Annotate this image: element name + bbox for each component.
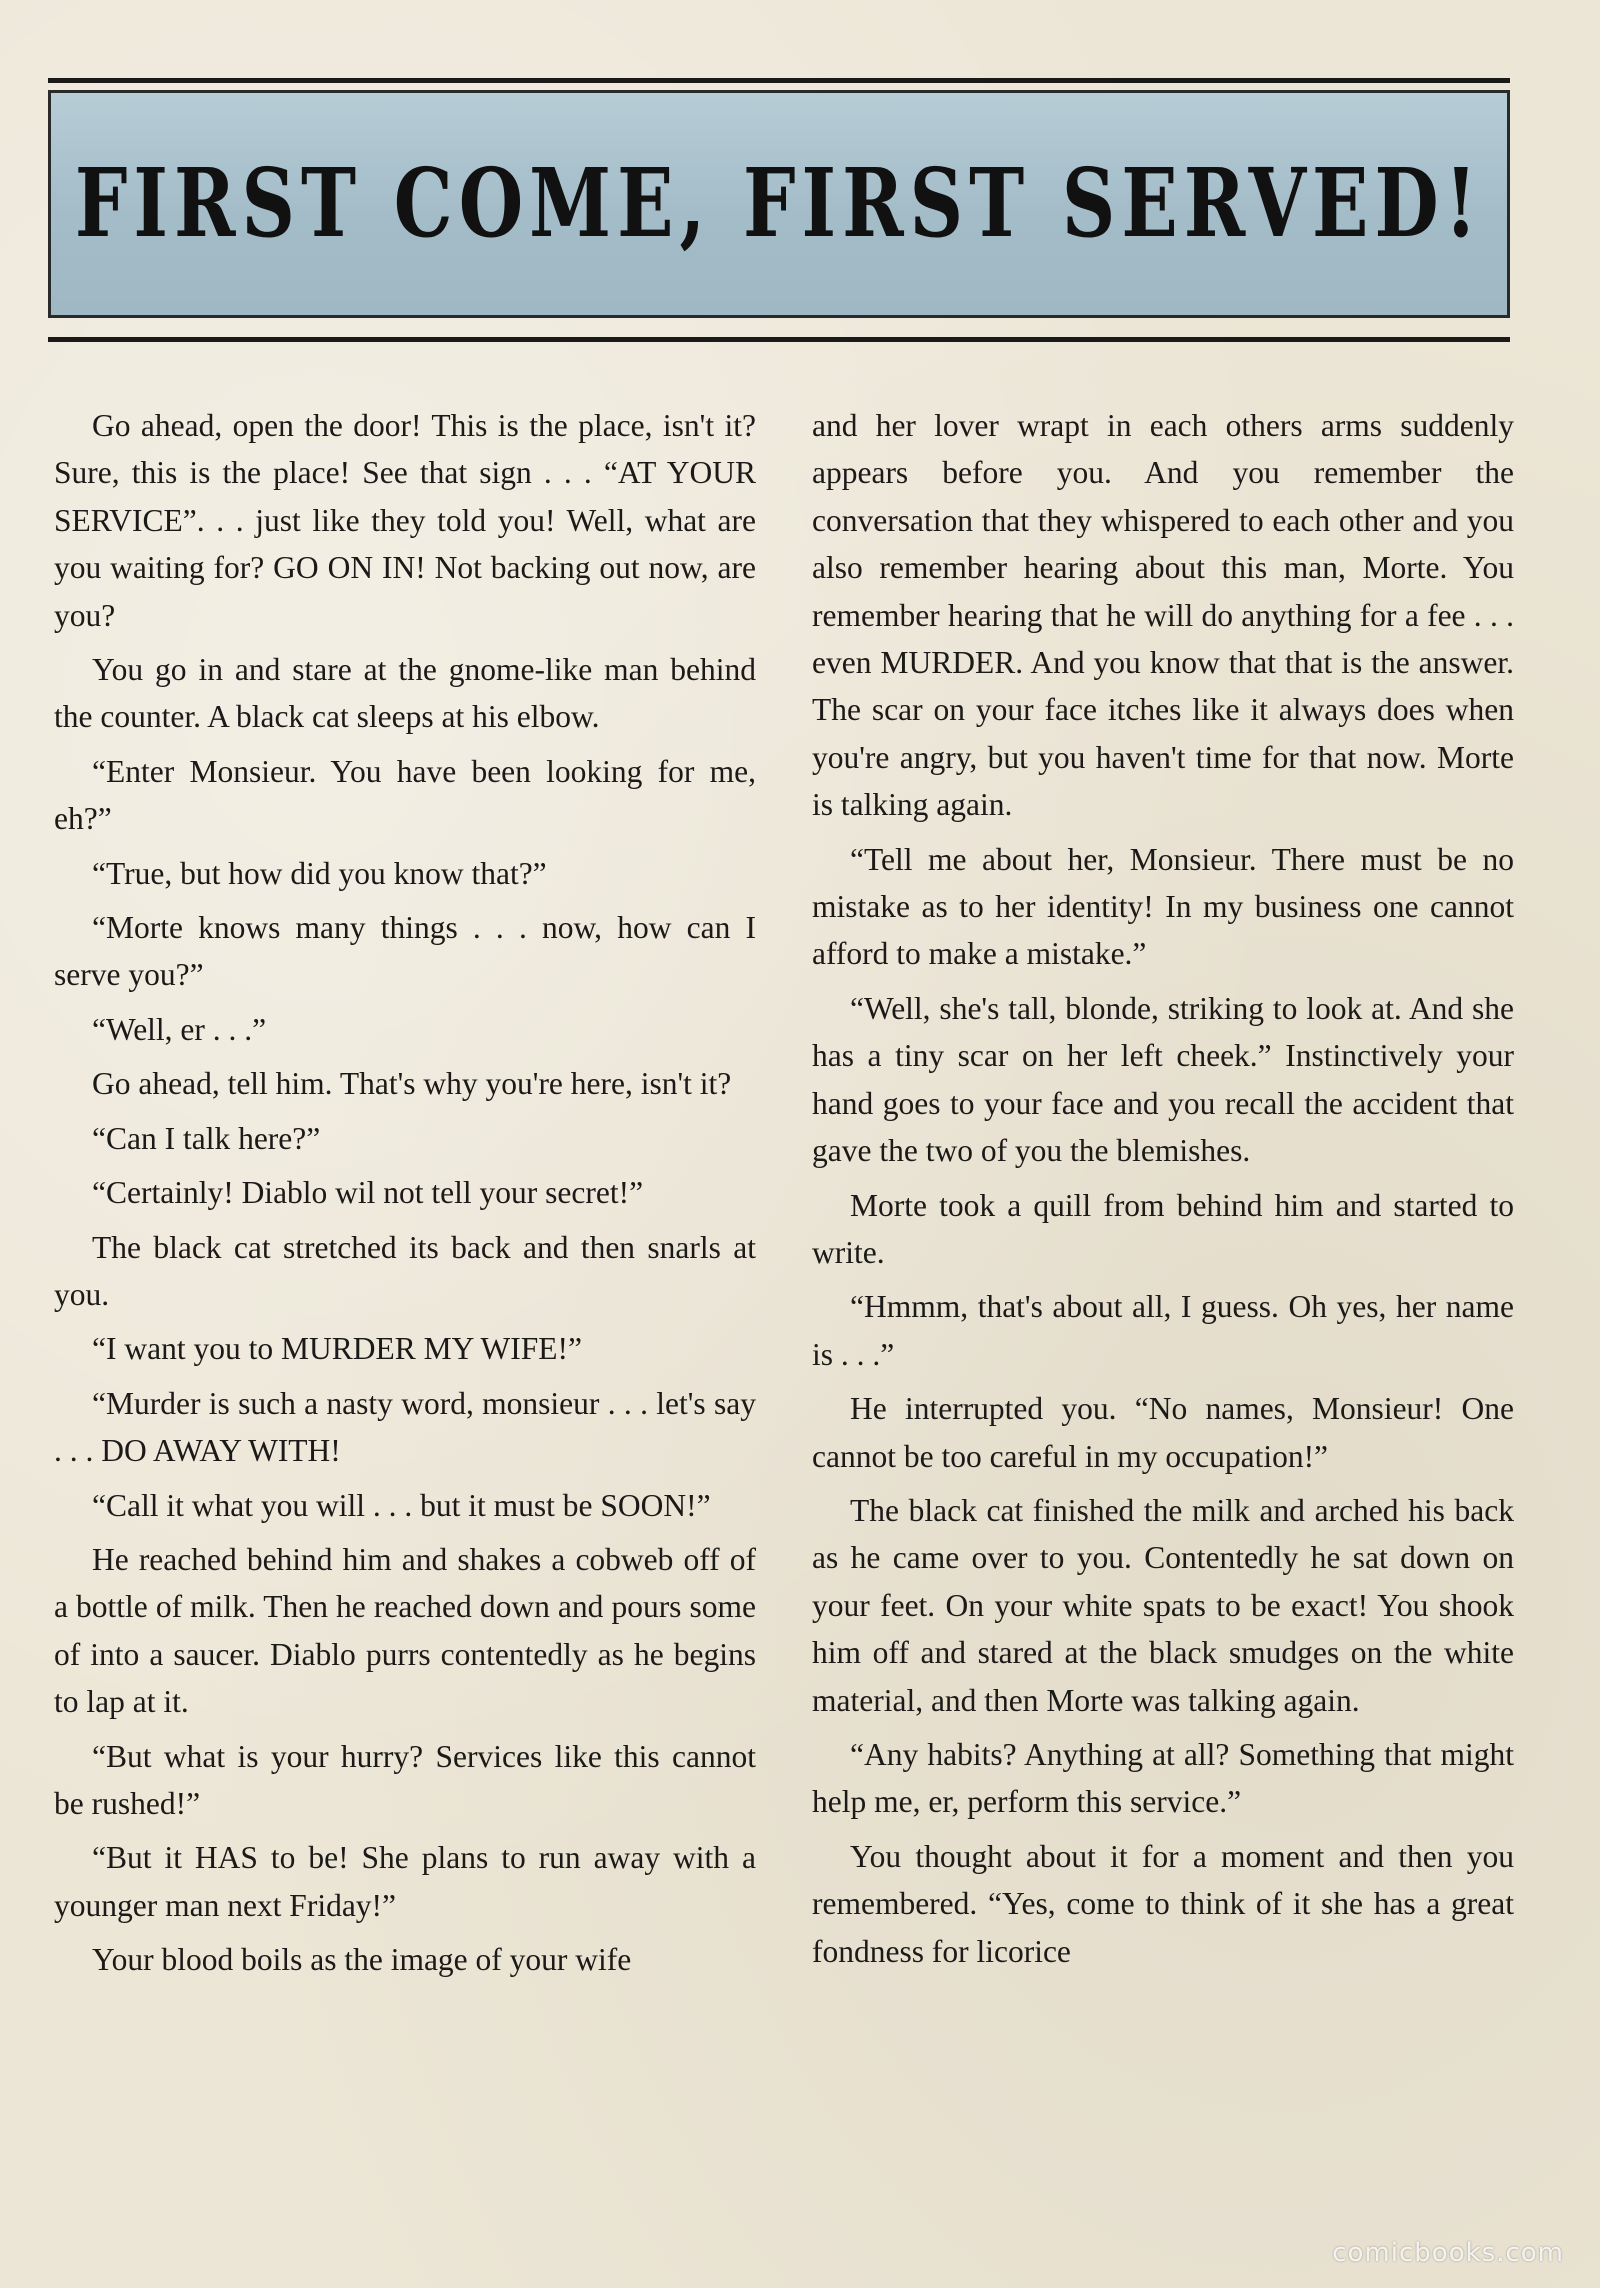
- paragraph: Go ahead, open the door! This is the place, isn't it? Sure, this is the place! See that sign . . . “AT YOUR SERVICE”. . . just like they told you! Well, what are you waiting for? GO ON IN! Not backing out now, are you?: [54, 408, 756, 633]
- right-text-column: [812, 402, 1514, 2202]
- paragraph: “I want you to MURDER MY WIFE!”: [92, 1331, 582, 1367]
- paragraph: You thought about it for a moment and then you remembered. “Yes, come to think of it she has a great fondness for licorice: [812, 1838, 1514, 1969]
- paragraph: “Enter Monsieur. You have been looking for me, eh?”: [54, 753, 756, 837]
- paragraph: “Certainly! Diablo wil not tell your secret!”: [92, 1175, 644, 1211]
- paragraph: You go in and stare at the gnome-like man behind the counter. A black cat sleeps at his elbow.: [54, 652, 756, 735]
- paragraph: The black cat finished the milk and arched his back as he came over to you. Contentedly he sat down on your feet. On your white spats to be exact! You shook him off and stared at the black smudges on the white material, and then Morte was talking again.: [812, 1492, 1514, 1718]
- paragraph: “Call it what you will . . . but it must be SOON!”: [92, 1487, 711, 1523]
- paragraph: “Well, er . . .”: [92, 1011, 267, 1047]
- paragraph: “But what is your hurry? Services like this cannot be rushed!”: [54, 1738, 756, 1821]
- paragraph: “Hmmm, that's about all, I guess. Oh yes, her name is . . .”: [812, 1289, 1514, 1372]
- paragraph: The black cat stretched its back and then snarls at you.: [54, 1229, 756, 1312]
- text-columns: [54, 402, 1514, 2202]
- paragraph: He interrupted you. “No names, Monsieur! One cannot be too careful in my occupation!”: [812, 1391, 1514, 1474]
- site-watermark: comicbooks.com: [1332, 2238, 1564, 2268]
- paragraph: “Murder is such a nasty word, monsieur . . . let's say . . . DO AWAY WITH!: [54, 1385, 756, 1469]
- paragraph: “Can I talk here?”: [92, 1120, 321, 1156]
- left-text-column: [54, 402, 756, 2202]
- story-title: FIRST COME, FIRST SERVED!: [74, 148, 1484, 260]
- title-banner: [48, 90, 1510, 318]
- paragraph: Morte took a quill from behind him and started to write.: [812, 1187, 1514, 1270]
- paragraph: “Any habits? Anything at all? Something that might help me, er, perform this service.”: [812, 1736, 1514, 1820]
- paragraph: Your blood boils as the image of your wife: [92, 1942, 632, 1978]
- paragraph: Go ahead, tell him. That's why you're here, isn't it?: [92, 1066, 732, 1102]
- paragraph: “Morte knows many things . . . now, how can I serve you?”: [54, 910, 756, 993]
- continued-paragraph: and her lover wrapt in each others arms suddenly appears before you. And you remember the conversation that they whispered to each other and you also remember hearing about this man, Morte. You remember hearing that he will do anything for a fee . . . even MURDER. And you know that that is the answer. The scar on your face itches like it always does when you're angry, but you haven't time for that now. Morte is talking again.: [812, 408, 1514, 823]
- paragraph: He reached behind him and shakes a cobweb off of a bottle of milk. Then he reached down and pours some of into a saucer. Diablo purrs contentedly as he begins to lap at it.: [54, 1541, 756, 1720]
- paragraph: “But it HAS to be! She plans to run away with a younger man next Friday!”: [54, 1840, 756, 1923]
- paragraph: “Tell me about her, Monsieur. There must be no mistake as to her identity! In my business one cannot afford to make a mistake.”: [812, 841, 1514, 972]
- paragraph: “Well, she's tall, blonde, striking to look at. And she has a tiny scar on her left cheek.” Instinctively your hand goes to your face and you recall the accident that gave the two of you the blemishes.: [812, 990, 1514, 1169]
- paragraph: “True, but how did you know that?”: [92, 855, 547, 891]
- title-bottom-rule: [48, 337, 1510, 342]
- title-top-rule: [48, 78, 1510, 83]
